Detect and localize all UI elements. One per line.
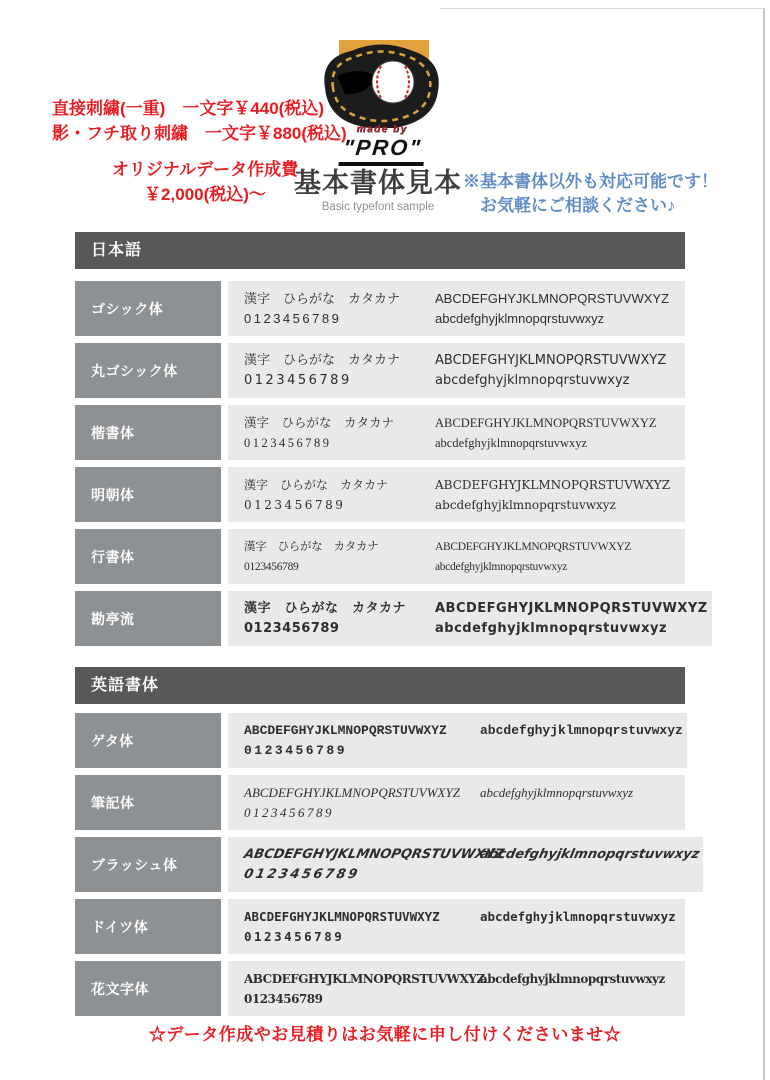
note-line-2: お気軽にご相談ください♪ <box>480 196 676 215</box>
sample-right-line1: abcdefghyjklmnopqrstuvwxyz <box>480 785 634 800</box>
sample-right-line1: ABCDEFGHYJKLMNOPQRSTUVWXYZ <box>435 416 657 430</box>
sample-left-line1: 漢字 ひらがな カタカナ <box>244 353 401 368</box>
font-sample <box>228 591 712 646</box>
sample-left-line1: ABCDEFGHYJKLMNOPQRSTUVWXYZ <box>244 723 447 738</box>
font-sample-row <box>75 529 685 584</box>
section-header-japanese: 日本語 <box>75 232 685 269</box>
pricing-line-fee-amount: ￥2,000(税込)～ <box>144 185 266 204</box>
sample-left-line2: 0123456789 <box>244 373 352 388</box>
pricing-line-direct: 直接刺繍(一重) 一文字￥440(税込) <box>52 99 325 118</box>
font-name-label: ブラッシュ体 <box>75 837 221 892</box>
font-sample-row <box>75 775 685 830</box>
font-name-label: 丸ゴシック体 <box>75 343 221 398</box>
note-line-1: ※基本書体以外も対応可能です！ <box>463 172 718 191</box>
sample-right-line2: abcdefghyjklmnopqrstuvwxyz <box>435 436 588 450</box>
sample-right-line1: ABCDEFGHYJKLMNOPQRSTUVWXYZ <box>435 601 708 616</box>
sample-right-line2 <box>480 803 633 823</box>
made-by-text: made by <box>356 124 408 135</box>
section-japanese <box>75 232 708 646</box>
font-sample <box>228 405 685 460</box>
font-sample-row <box>75 405 685 460</box>
sample-right-line2: abcdefghyjklmnopqrstuvwxyz <box>435 498 616 512</box>
font-sample <box>228 343 685 398</box>
sample-left-line2: 0123456789 <box>244 498 346 512</box>
font-sample-row <box>75 281 685 336</box>
sample-left-line2: 0123456789 <box>244 311 342 326</box>
font-sample <box>228 529 685 584</box>
sample-left-line1: 漢字 ひらがな カタカナ <box>244 541 379 553</box>
sample-left-line1: 漢字 ひらがな カタカナ <box>244 291 401 306</box>
font-name-label: 筆記体 <box>75 775 221 830</box>
font-name-label: 楷書体 <box>75 405 221 460</box>
font-name-label: ドイツ体 <box>75 899 221 954</box>
sample-right-line2: abcdefghyjklmnopqrstuvwxyz <box>435 561 568 573</box>
sample-right-line1: abcdefghyjklmnopqrstuvwxyz <box>480 723 683 738</box>
font-sample-row <box>75 899 685 954</box>
font-sample <box>228 713 687 768</box>
sample-left-line2: 0123456789 <box>244 992 323 1006</box>
sample-left-line2: 0123456789 <box>244 621 340 636</box>
font-sample <box>228 775 685 830</box>
font-name-label: 明朝体 <box>75 467 221 522</box>
baseball-glove-icon <box>307 36 457 128</box>
pricing-line-data-fee: オリジナルデータ作成費 <box>111 160 299 179</box>
brand-logo <box>306 36 458 166</box>
sample-left-line2: 0123456789 <box>244 805 334 820</box>
sample-left-line2: 0123456789 <box>244 436 332 450</box>
sample-left-line1: ABCDEFGHYJKLMNOPQRSTUVWXYZ <box>242 847 506 862</box>
font-name-label: 勘亭流 <box>75 591 221 646</box>
font-sample-row <box>75 713 685 768</box>
font-name-label: 行書体 <box>75 529 221 584</box>
sample-right-line1: ABCDEFGHYJKLMNOPQRSTUVWXYZ <box>435 353 667 368</box>
sample-right-line2: abcdefghyjklmnopqrstuvwxyz <box>435 621 668 636</box>
font-sample-row <box>75 837 701 892</box>
font-name-label: ゲタ体 <box>75 713 221 768</box>
font-name-label: ゴシック体 <box>75 281 221 336</box>
font-sections <box>75 232 708 1023</box>
sample-left-line1: 漢字 ひらがな カタカナ <box>244 416 395 430</box>
sample-right-line2 <box>480 989 665 1009</box>
font-sample <box>228 467 685 522</box>
sample-right-line1: ABCDEFGHYJKLMNOPQRSTUVWXYZ <box>435 541 632 553</box>
sample-left-line1: ABCDEFGHYJKLMNOPQRSTUVWXYZ <box>244 785 460 800</box>
sample-left-line1: 漢字 ひらがな カタカナ <box>244 601 407 616</box>
sample-right-line2 <box>480 741 683 761</box>
consultation-note <box>463 170 718 218</box>
sample-right-line1: ABCDEFGHYJKLMNOPQRSTUVWXYZ <box>435 478 671 492</box>
sample-left-line1: ABCDEFGHYJKLMNOPQRSTUVWXYZ <box>244 972 485 986</box>
sample-left-line2: 0123456789 <box>244 929 345 944</box>
sample-left-line2: 0123456789 <box>242 867 362 882</box>
footer-note: ☆データ作成やお見積りはお気軽に申し付けくださいませ☆ <box>148 1025 622 1044</box>
page-title: 基本書体見本 <box>294 168 462 198</box>
japanese-font-rows <box>75 281 708 646</box>
font-sample-row <box>75 591 708 646</box>
sample-right-line2 <box>480 865 699 885</box>
sample-right-line2: abcdefghyjklmnopqrstuvwxyz <box>435 311 605 326</box>
sample-left-line2: 0123456789 <box>244 743 348 758</box>
page-subtitle: Basic typefont sample <box>321 201 435 213</box>
pricing-line-shadow: 影・フチ取り刺繍 一文字￥880(税込) <box>52 124 347 143</box>
title-block <box>287 161 469 213</box>
sample-left-line1: ABCDEFGHYJKLMNOPQRSTUVWXYZ <box>244 909 440 924</box>
sample-right-line1: abcdefghyjklmnopqrstuvwxyz <box>480 972 665 986</box>
english-font-rows <box>75 713 701 1016</box>
font-sample-row <box>75 467 685 522</box>
sample-left-line1: 漢字 ひらがな カタカナ <box>244 478 389 492</box>
brand-name-text: "PRO" <box>338 135 426 166</box>
sample-right-line1: ABCDEFGHYJKLMNOPQRSTUVWXYZ <box>435 291 670 306</box>
font-sample <box>228 899 685 954</box>
sample-right-line1: abcdefghyjklmnopqrstuvwxyz <box>478 847 701 862</box>
font-sample-row <box>75 961 685 1016</box>
sample-right-line1: abcdefghyjklmnopqrstuvwxyz <box>480 909 676 924</box>
sample-right-line2 <box>480 927 676 947</box>
font-sample-row <box>75 343 685 398</box>
sample-right-line2: abcdefghyjklmnopqrstuvwxyz <box>435 373 630 388</box>
font-sample <box>228 961 685 1016</box>
section-header-english: 英語書体 <box>75 667 685 704</box>
section-english <box>75 667 701 1016</box>
sample-left-line2: 0123456789 <box>244 561 299 573</box>
font-sample <box>228 837 703 892</box>
page-edge-horizontal-line <box>440 8 764 9</box>
font-sample <box>228 281 685 336</box>
page-edge-vertical-line <box>763 8 765 1080</box>
font-name-label: 花文字体 <box>75 961 221 1016</box>
